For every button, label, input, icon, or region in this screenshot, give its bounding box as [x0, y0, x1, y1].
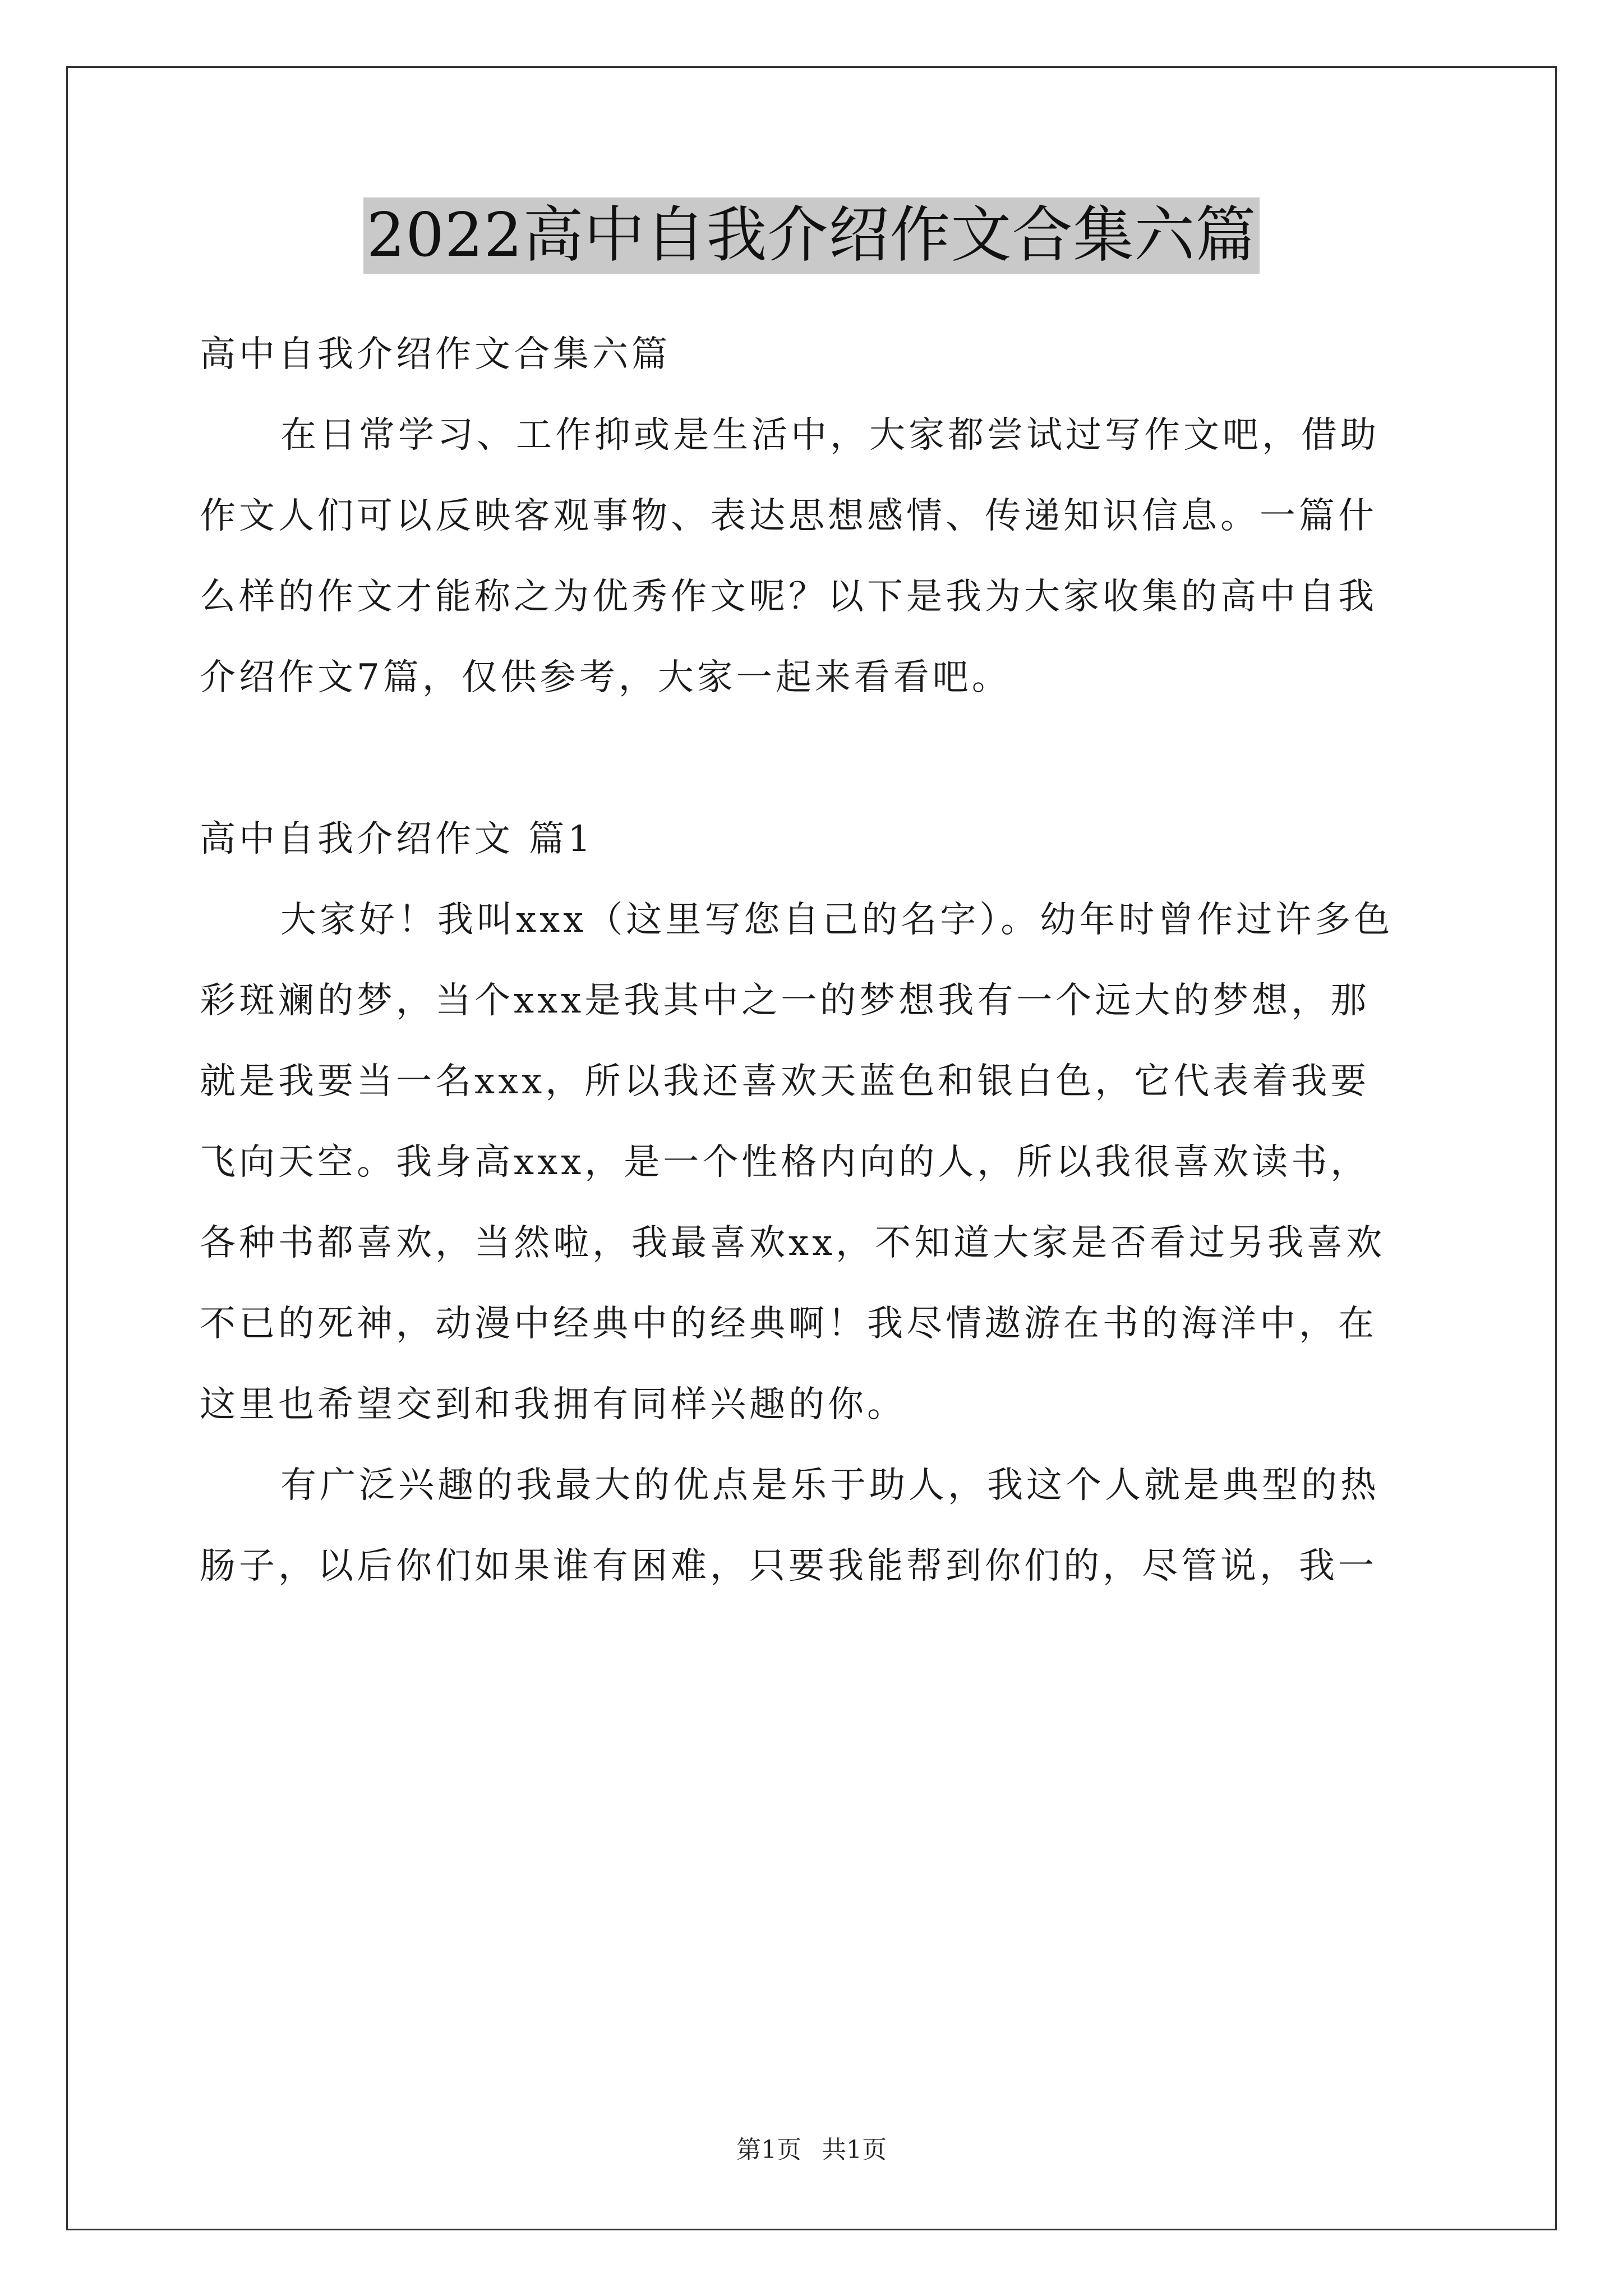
paragraph-line: 就是我要当一名xxx，所以我还喜欢天蓝色和银白色，它代表着我要 [200, 1061, 1370, 1102]
document-body [200, 314, 1428, 1607]
paragraph-line: 作文人们可以反映客观事物、表达思想感情、传递知识信息。一篇什 [200, 495, 1377, 537]
paragraph-line: 各种书都喜欢，当然啦，我最喜欢xx，不知道大家是否看过另我喜欢 [200, 1222, 1386, 1264]
title-container [0, 197, 1623, 274]
page-footer [0, 2129, 1623, 2165]
section-heading: 高中自我介绍作文 篇1 [200, 818, 594, 860]
paragraph-line: 介绍作文7篇，仅供参考，大家一起来看看吧。 [200, 657, 1011, 698]
paragraph-line: 这里也希望交到和我拥有同样兴趣的你。 [200, 1384, 906, 1425]
paragraph-line: 不已的死神，动漫中经典中的经典啊！我尽情遨游在书的海洋中，在 [200, 1303, 1377, 1345]
page-count: 共1页 [822, 2136, 887, 2164]
paragraph-line: 飞向天空。我身高xxx，是一个性格内向的人，所以我很喜欢读书， [200, 1142, 1370, 1183]
paragraph-line: 肠子，以后你们如果谁有困难，只要我能帮到你们的，尽管说，我一 [200, 1545, 1377, 1587]
paragraph-line: 有广泛兴趣的我最大的优点是乐于助人，我这个人就是典型的热 [280, 1465, 1380, 1506]
blank-line [200, 718, 1428, 799]
subtitle-line: 高中自我介绍作文合集六篇 [200, 334, 671, 375]
paragraph-line: 彩斑斓的梦，当个xxx是我其中之一的梦想我有一个远大的梦想，那 [200, 980, 1370, 1022]
paragraph-line: 大家好！我叫xxx（这里写您自己的名字）。幼年时曾作过许多色 [280, 899, 1394, 941]
paragraph-line: 么样的作文才能称之为优秀作文呢？以下是我为大家收集的高中自我 [200, 576, 1377, 618]
page-number: 第1页 [736, 2136, 801, 2164]
paragraph-line: 在日常学习、工作抑或是生活中，大家都尝试过写作文吧，借助 [280, 415, 1380, 456]
document-title: 2022高中自我介绍作文合集六篇 [363, 197, 1260, 274]
